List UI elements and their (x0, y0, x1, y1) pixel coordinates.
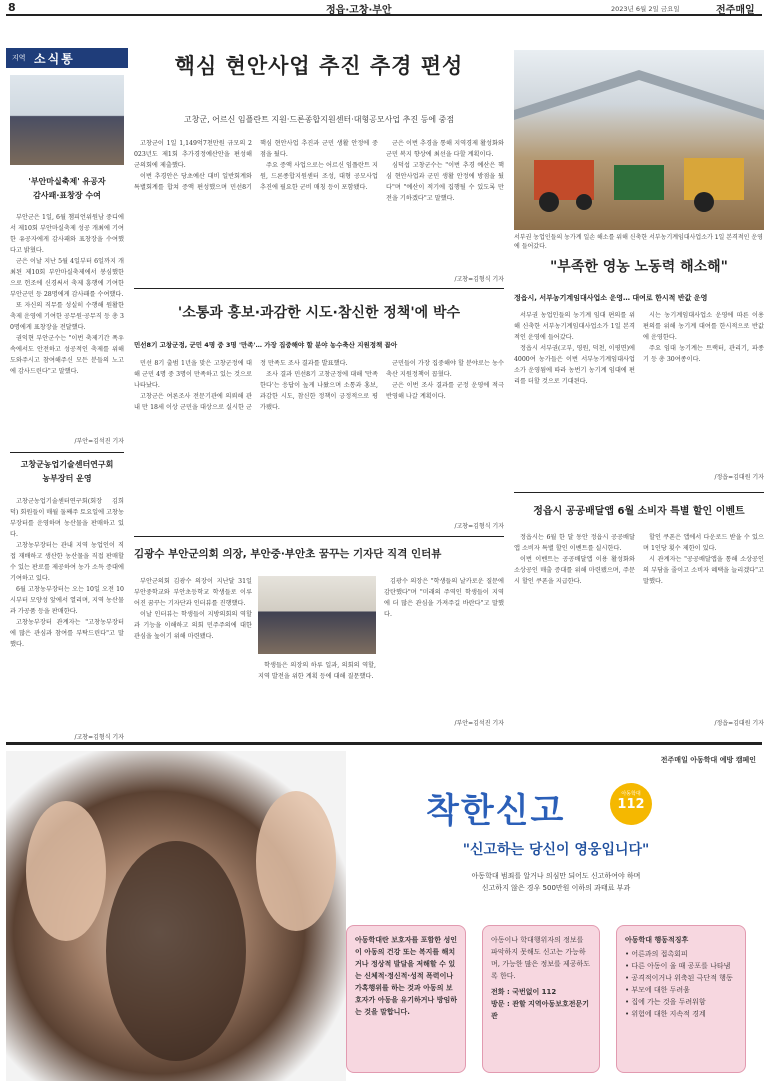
ad-box-definition (346, 925, 466, 1073)
ad-box3-title: 아동학대 행동적징후 (625, 936, 689, 944)
lead-paragraph: 이번 추경안은 당초예산 대비 일반회계와 특별회계를 합쳐 증액 편성했으며 민선8기 핵심 현안사업 추진과 군민 생활 안정에 중점을 뒀다. (134, 140, 378, 191)
interview-body-mid (258, 660, 376, 726)
minsun-paragraph: 민선 8기 출범 1년을 맞은 고창군정에 대해 군민 4명 중 3명이 만족하고 있는 것으로 나타났다. (134, 360, 252, 389)
interview-photo (258, 576, 376, 654)
minsun-title: '소통과 홍보·과감한 시도·참신한 정책'에 박수 (177, 305, 461, 321)
lead-byline: /고창=김형식 기자 (454, 276, 504, 283)
sidebar-divider (10, 452, 124, 453)
ad-box3-item-text: 집에 가는 것을 두려워함 (631, 998, 706, 1006)
ad-photo (6, 751, 346, 1081)
sidebar-title: 소식통 (34, 52, 75, 66)
story2-headline (6, 458, 128, 486)
masthead: 전주매일 (716, 5, 755, 16)
ad-slogan: "신고하는 당신이 영웅입니다" (462, 842, 650, 858)
labor-paragraph: 정읍시 서부권(고부, 영원, 덕천, 이평면)에 4000여 농가들은 이번 서부농기계임대사업소가 운영됨에 따라 농번기 농기계 임대에 편리를 더할 것으로 기대된다. (514, 345, 635, 385)
labor-byline: /정읍=김대원 기자 (714, 474, 764, 481)
minsun-divider (134, 536, 504, 537)
ad-box-report (482, 925, 600, 1073)
story2-paragraph: 6월 고창농부장터는 오는 10일 오전 10시부터 모양성 앞에서 열리며, 지역 농산물과 가공품 등을 판매한다. (10, 586, 124, 615)
ad-box2-phone: 전화 : 국번없이 112 (491, 988, 557, 996)
story2-paragraph: 고창군농업기술센터연구회(회장 김희덕) 회원들이 매월 둘째주 토요일에 고창농부장터를 운영하며 농산물을 판매하고 있다. (10, 498, 124, 538)
story1-body (10, 212, 124, 434)
ad-box3-item-text: 어른과의 접촉회피 (631, 950, 688, 958)
interview-paragraph: 학생들은 의장의 하루 일과, 의회의 역할, 지역 발전을 위한 계획 등에 대해 질문했다. (258, 662, 376, 680)
award-photo (10, 75, 124, 165)
story1-paragraph: 부안군은 1일, 6월 챔피언위원남 중디에서 제10회 부안마실축제 성공 개최에 기여한 유공자에게 감사패와 표창장을 수여했다고 밝혔다. (10, 214, 124, 254)
lead-subtitle: 고창군, 어르신 임플란트 지원·드론종합지원센터·대형공모사업 추진 등에 중점 (183, 115, 455, 124)
lead-title: 핵심 현안사업 추진 추경 편성 (174, 54, 464, 78)
interview-paragraph: 김광수 의장은 "학생들의 날카로운 질문에 감탄했다"며 "미래의 주역인 학생들이 지역에 더 많은 관심을 가져주길 바란다"고 말했다. (384, 578, 504, 618)
ad-box1-text: 아동학대란 보호자를 포함한 성인이 아동의 건강 또는 복지를 해치거나 정상적 발달을 저해할 수 있는 신체적·정신적·성적 폭력이나 가혹행위를 하는 것과 아동의 보호자가 아동을 유기하거나 방임하는 것을 말합니다. (355, 936, 457, 1016)
page-header (6, 0, 762, 16)
lead-paragraph: 군은 이번 추경을 통해 지역경제 활성화와 군민 복지 향상에 최선을 다할 계획이다. (386, 140, 504, 158)
ad-box3-item-text: 부모에 대한 두려움 (631, 986, 690, 994)
ad-box3-item: • 부모에 대한 두려움 (625, 986, 690, 994)
sale-byline: /정읍=김대원 기자 (714, 720, 764, 727)
interview-body-left (134, 576, 252, 726)
sidebar-tag: 지역 (12, 54, 26, 62)
story2-paragraph: 고창농부장터는 관내 지역 농업인이 직접 재배하고 생산한 농산물을 직접 판매할 수 있는 판로를 제공하여 농가 소득 증대에 기여하고 있다. (10, 542, 124, 582)
sidebar-news (6, 48, 128, 750)
minsun-paragraph: 조사 결과 민선8기 고창군정에 대해 '만족한다'는 응답이 높게 나왔으며 소통과 홍보, 과감한 시도, 참신한 정책이 긍정적으로 평가됐다. (260, 371, 378, 411)
minsun-byline: /고창=김형식 기자 (454, 523, 504, 530)
labor-paragraph: 서부권 농업인들의 농기계 임대 편의를 위해 신축한 서부농기계임대사업소가 1일 본격적인 운영에 들어갔다. (514, 312, 635, 341)
hands-illustration (6, 751, 346, 1081)
ad-box2-visit: 방문 : 관할 지역아동보호전문기관 (491, 1000, 590, 1020)
ad-box3-item: • 어른과의 접촉회피 (625, 950, 688, 958)
ad-box3-item: • 공격적이거나 위축된 극단적 행동 (625, 974, 733, 982)
sale-paragraph: 이번 이벤트는 공공배달앱 이용 활성화와 소상공인 매출 증대를 위해 마련됐으며, 주문 시 할인 쿠폰을 지급한다. (514, 556, 635, 585)
ad-header: 전주매일 아동학대 예방 캠페인 (660, 756, 756, 764)
story2-headline-line2: 농부장터 운영 (42, 474, 92, 483)
ad-badge-number: 112 (617, 797, 645, 812)
sale-paragraph: 정읍시는 6월 한 달 동안 정읍시 공공배달앱 소비자 특별 할인 이벤트를 실시한다. (514, 534, 635, 552)
lead-paragraph: 주요 증액 사업으로는 어르신 임플란트 지원, 드론종합지원센터 조성, 대형 공모사업 추진에 필요한 군비 매칭 등이 포함됐다. (260, 162, 378, 191)
interview-paragraph: 부안군의회 김광수 의장이 지난달 31일 부안중학교와 부안초등학교 학생들로 이루어진 꿈꾸는 기자단과 인터뷰를 진행했다. (134, 578, 252, 607)
ad-logo-text: 착한신고 (426, 791, 566, 831)
ad-box-signs (616, 925, 746, 1073)
story1-paragraph: 권익현 부안군수는 "이번 축제기간 폭우 속에서도 안전하고 성공적인 축제를 위해 도와주시고 참여해주신 모든 분들의 노고에 감사드린다"고 말했다. (10, 335, 124, 375)
labor-paragraph: 주요 임대 농기계는 트랙터, 관리기, 파종기 등 총 30여종이다. (643, 345, 764, 363)
labor-subtitle: 정읍시, 서부농기계임대사업소 운영… 대여로 한시적 반값 운영 (514, 294, 708, 302)
lead-paragraph: 고창군이 1일 1,149억7천만원 규모의 2023년도 제1회 추가경정예산안을 편성해 군의회에 제출했다. (134, 140, 252, 169)
ad-box3-item-text: 공격적이거나 위축된 극단적 행동 (631, 974, 733, 982)
ad-box3-item: • 다른 아동이 울 때 공포를 나타냄 (625, 962, 731, 970)
photo1-caption: 서부권 농업인들의 농가계 일손 해소를 위해 신축한 서부농기계임대사업소가 1일 본격적인 운영에 들어갔다. (514, 234, 763, 250)
sale-paragraph: 시 관계자는 "공공배달앱을 통해 소상공인의 부담을 줄이고 소비자 혜택을 늘리겠다"고 말했다. (643, 556, 764, 585)
ad-logo-badge (610, 783, 652, 825)
section-name: 정읍·고창·부안 (326, 5, 392, 16)
interview-body-right (384, 576, 504, 716)
story2-body (10, 496, 124, 728)
story1-byline: /부안=김석진 기자 (74, 438, 124, 445)
ad-box2-text: 아동이나 학대행위자의 정보를 파악하지 못해도 신고는 가능하며, 가능한 많은 정보를 제공하도록 한다. (491, 936, 591, 980)
ad-box3-item: • 집에 가는 것을 두려워함 (625, 998, 706, 1006)
interview-byline: /부안=김석진 기자 (454, 720, 504, 727)
labor-title: "부족한 영농 노동력 해소해" (550, 259, 728, 275)
ad-box3-item-text: 다른 아동이 울 때 공포를 나타냄 (631, 962, 731, 970)
interview-title: 김광수 부안군의회 의장, 부안중·부안초 꿈꾸는 기자단 직격 인터뷰 (134, 548, 442, 560)
minsun-paragraph: 군민들이 가장 집중해야 할 분야로는 농수축산 지원정책이 꼽혔다. (386, 360, 504, 378)
sidebar-banner (6, 48, 128, 68)
sale-paragraph: 할인 쿠폰은 앱에서 다운로드 받을 수 있으며 1인당 횟수 제한이 있다. (643, 534, 764, 552)
minsun-paragraph: 고창군은 여론조사 전문기관에 의뢰해 관내 만 18세 이상 군민을 대상으로 실시한 군정 만족도 조사 결과를 발표했다. (134, 360, 348, 411)
story1-paragraph: 군은 이날 지난 5월 4일부터 6일까지 개최된 제10회 부안마실축제에서 봉심했한으로 헌조에 신경써서 축제 흥행에 기여한 부안군민 등 28명에게 감사패를 수여했다. (10, 258, 124, 298)
lead-divider (134, 288, 504, 289)
minsun-body (134, 358, 504, 516)
ad-desc-line2: 신고하지 않은 경우 500만원 이하의 과태료 부과 (481, 884, 631, 892)
minsun-subtitle: 민선8기 고창군정, 군민 4명 중 3명 '만족'… 가장 집중해야 할 분야 농수축산 지원정책 꼽아 (134, 341, 398, 349)
story2-byline: /고창=김형식 기자 (74, 734, 124, 741)
lead-body (134, 138, 504, 272)
story1-headline-line2: 감사패·표창장 수여 (33, 191, 101, 200)
story1-paragraph: 또 자신의 직무를 성실히 수행해 원활한 축제 운영에 기여한 공무원·공무직 등 총 30명에게 표창장을 전달했다. (10, 302, 124, 331)
lead-paragraph: 심덕섭 고창군수는 "이번 추경 예산은 핵심 현안사업과 군민 생활 안정에 방점을 뒀다"며 "예산이 적기에 집행될 수 있도록 만전을 기하겠다"고 말했다. (386, 162, 504, 202)
warehouse-illustration (514, 50, 764, 230)
interview-paragraph: 이날 인터뷰는 학생들이 지방의회의 역할과 기능을 이해하고 의회 민주주의에 대한 관심을 높이기 위해 마련됐다. (134, 611, 252, 640)
sale-title: 정읍시 공공배달앱 6월 소비자 특별 할인 이벤트 (533, 506, 745, 517)
ad-box3-item: • 위험에 대한 지속적 경계 (625, 1010, 706, 1018)
page-number: 8 (8, 1, 16, 14)
issue-date: 2023년 6월 2일 금요일 (611, 5, 680, 13)
story1-headline (6, 175, 128, 203)
minsun-paragraph: 군은 이번 조사 결과를 군정 운영에 적극 반영해 나갈 계획이다. (386, 382, 504, 400)
story2-paragraph: 고창농부장터 관계자는 "고창농부장터에 많은 관심과 참여를 부탁드린다"고 말했다. (10, 619, 124, 648)
sale-body (514, 532, 764, 722)
ad-box3-item-text: 위험에 대한 지속적 경계 (631, 1010, 706, 1018)
labor-body (514, 310, 764, 468)
labor-divider (514, 492, 764, 493)
story1-headline-line1: '부안마실축제' 유공자 (28, 177, 106, 186)
ad-badge-sub: 아동학대 (621, 791, 641, 797)
machinery-hall-photo (514, 50, 764, 230)
labor-paragraph: 시는 농기계임대사업소 운영에 따른 이용 편의를 위해 농기계 대여를 한시적으로 반값에 운영한다. (643, 312, 764, 341)
story2-headline-line1: 고창군농업기술센터연구회 (20, 460, 114, 469)
campaign-ad (6, 742, 762, 1084)
ad-desc-line1: 아동학대 범죄를 알거나 의심만 되어도 신고하여야 하며 (471, 872, 641, 880)
